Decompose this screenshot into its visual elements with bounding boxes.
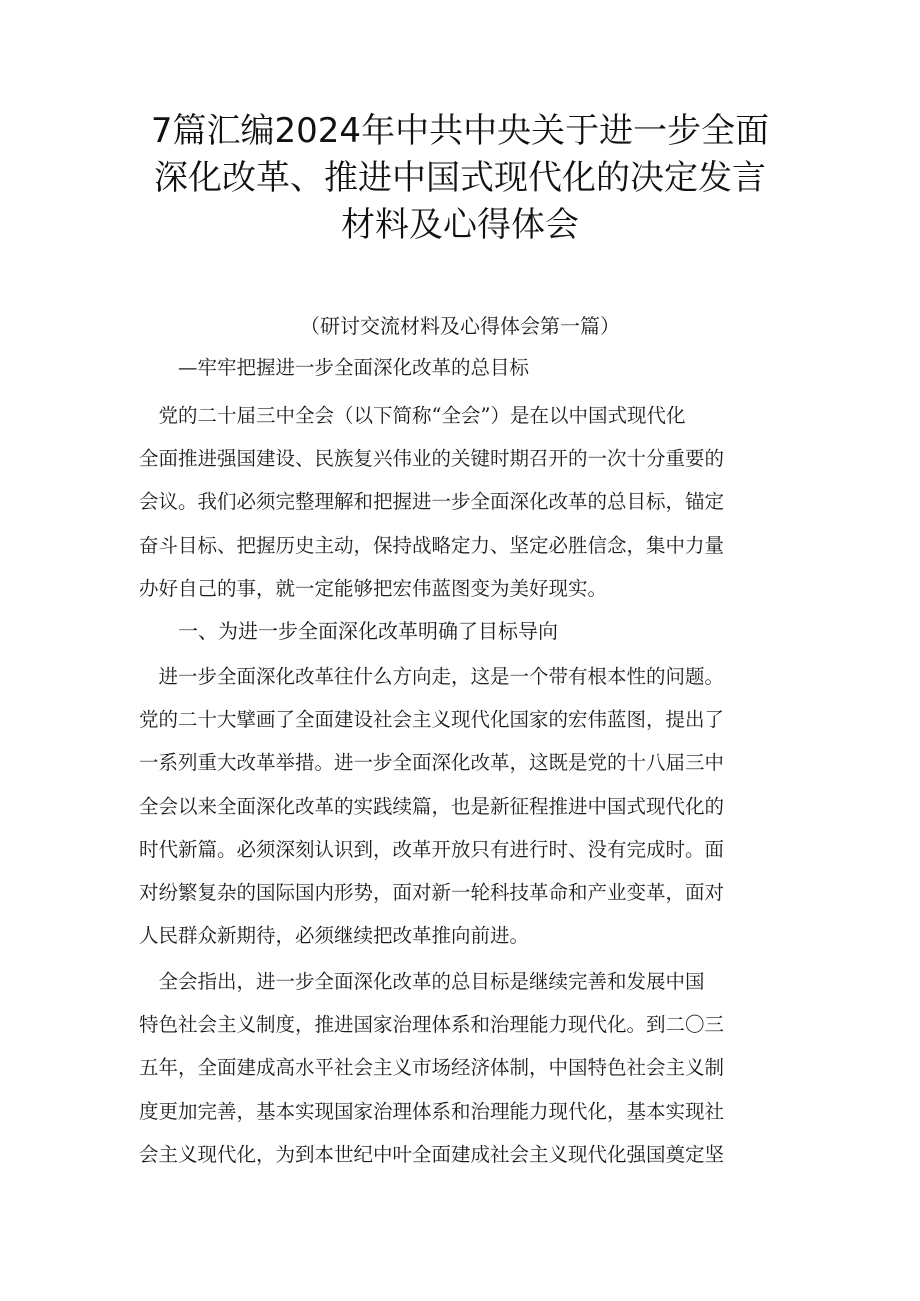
paragraph-line: 全面推进强国建设、民族复兴伟业的关键时期召开的一次十分重要的 [139,447,725,471]
paragraph-line: 会议。我们必须完整理解和把握进一步全面深化改革的总目标，锚定 [139,490,725,514]
title-line: 材料及心得体会 [341,205,579,245]
paragraph-line: 会主义现代化，为到本世纪中叶全面建成社会主义现代化强国奠定坚 [139,1142,725,1166]
title-line: 7篇汇编2024年中共中央关于进一步全面 [150,111,770,151]
lead-line: —牢牢把握进一步全面深化改革的总目标 [178,356,530,379]
paragraph-line: 全会以来全面深化改革的实践续篇，也是新征程推进中国式现代化的 [139,794,725,818]
paragraph-line: 一系列重大改革举措。进一步全面深化改革，这既是党的十八届三中 [139,751,725,775]
paragraph-line: 五年，全面建成高水平社会主义市场经济体制，中国特色社会主义制 [139,1056,725,1080]
paragraph-line: 对纷繁复杂的国际国内形势，面对新一轮科技革命和产业变革，面对 [139,881,725,905]
paragraph-1 [139,394,789,610]
paragraph-3 [139,960,789,1176]
document-title [100,108,820,249]
paragraph-line: 党的二十届三中全会（以下简称“全会”）是在以中国式现代化 [139,404,686,427]
paragraph-line: 特色社会主义制度，推进国家治理体系和治理能力现代化。到二〇三 [139,1013,725,1037]
title-line: 深化改革、推进中国式现代化的决定发言 [154,158,766,198]
paragraph-line: 奋斗目标、把握历史主动，保持战略定力、坚定必胜信念，集中力量 [139,533,725,557]
section-heading: 一、为进一步全面深化改革明确了目标导向 [178,619,558,643]
paragraph-line: 进一步全面深化改革往什么方向走，这是一个带有根本性的问题。 [139,665,725,688]
paragraph-line: 时代新篇。必须深刻认识到，改革开放只有进行时、没有完成时。面 [139,837,725,861]
paragraph-line: 度更加完善，基本实现国家治理体系和治理能力现代化，基本实现社 [139,1099,725,1123]
paragraph-line: 全会指出，进一步全面深化改革的总目标是继续完善和发展中国 [139,970,705,993]
paragraph-line: 办好自己的事，就一定能够把宏伟蓝图变为美好现实。 [139,576,608,600]
paragraph-line: 人民群众新期待，必须继续把改革推向前进。 [139,924,530,948]
document-subtitle: （研讨交流材料及心得体会第一篇） [300,314,620,338]
paragraph-line: 党的二十大擘画了全面建设社会主义现代化国家的宏伟蓝图，提出了 [139,708,725,732]
paragraph-2 [139,655,789,957]
